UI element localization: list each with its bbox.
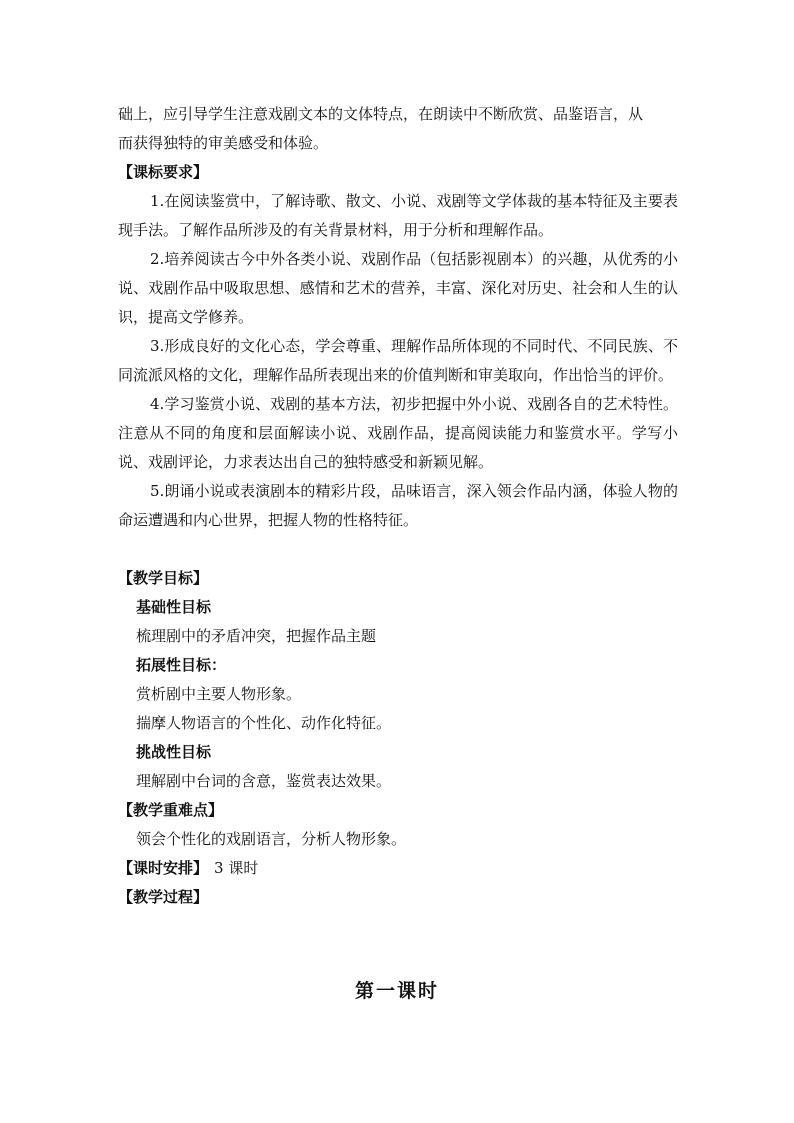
curriculum-item-5: 5.朗诵小说或表演剧本的精彩片段，品味语言，深入领会作品内涵，体验人物的命运遭遇和内心世界，把握人物的性格特征。 [118,482,678,529]
curriculum-item-2: 2.培养阅读古今中外各类小说、戏剧作品（包括影视剧本）的兴趣，从优秀的小说、戏剧作品中吸取思想、感情和艺术的营养，丰富、深化对历史、社会和人生的认识，提高文学修养。 [118,250,678,326]
key-points-heading: 【教学重难点】 [118,801,224,819]
lesson-title: 第一课时 [354,980,439,1002]
curriculum-item-3: 3.形成良好的文化心态，学会尊重、理解作品所体现的不同时代、不同民族、不同流派风格的文化，理解作品所表现出来的价值判断和审美取向，作出恰当的评价。 [118,337,678,384]
intro-line-1: 础上，应引导学生注意戏剧文本的文体特点，在朗读中不断欣赏、品鉴语言，从 [118,105,644,123]
document-body [118,100,678,912]
basic-objective-item-1: 梳理剧中的矛盾冲突，把握作品主题 [136,627,377,645]
schedule-line [118,854,678,883]
schedule-heading: 【课时安排】 [118,859,209,877]
curriculum-item-1: 1.在阅读鉴赏中，了解诗歌、散文、小说、戏剧等文学体裁的基本特征及主要表现手法。了解作品所涉及的有关背景材料，用于分析和理解作品。 [118,192,678,239]
extended-objective-title: 拓展性目标： [136,656,227,674]
curriculum-heading: 【课标要求】 [118,163,209,181]
section-spacer [118,535,678,564]
extended-objective-item-1: 赏析剧中主要人物形象。 [136,685,302,703]
basic-objective-title: 基础性目标 [136,598,212,616]
key-points-text: 领会个性化的戏剧语言，分析人物形象。 [136,830,407,848]
challenge-objective-title: 挑战性目标 [136,743,212,761]
curriculum-item-4: 4.学习鉴赏小说、戏剧的基本方法，初步把握中外小说、戏剧各自的艺术特性。注意从不同的角度和层面解读小说、戏剧作品，提高阅读能力和鉴赏水平。学写小说、戏剧评论，力求表达出自己的独特感受和新颖见解。 [118,395,678,471]
schedule-value: 3 课时 [214,859,259,877]
challenge-objective-item-1: 理解剧中台词的含意，鉴赏表达效果。 [136,772,392,790]
extended-objective-item-2: 揣摩人物语言的个性化、动作化特征。 [136,714,392,732]
intro-line-2: 而获得独特的审美感受和体验。 [118,134,329,152]
process-heading: 【教学过程】 [118,888,209,906]
objectives-heading: 【教学目标】 [118,569,209,587]
